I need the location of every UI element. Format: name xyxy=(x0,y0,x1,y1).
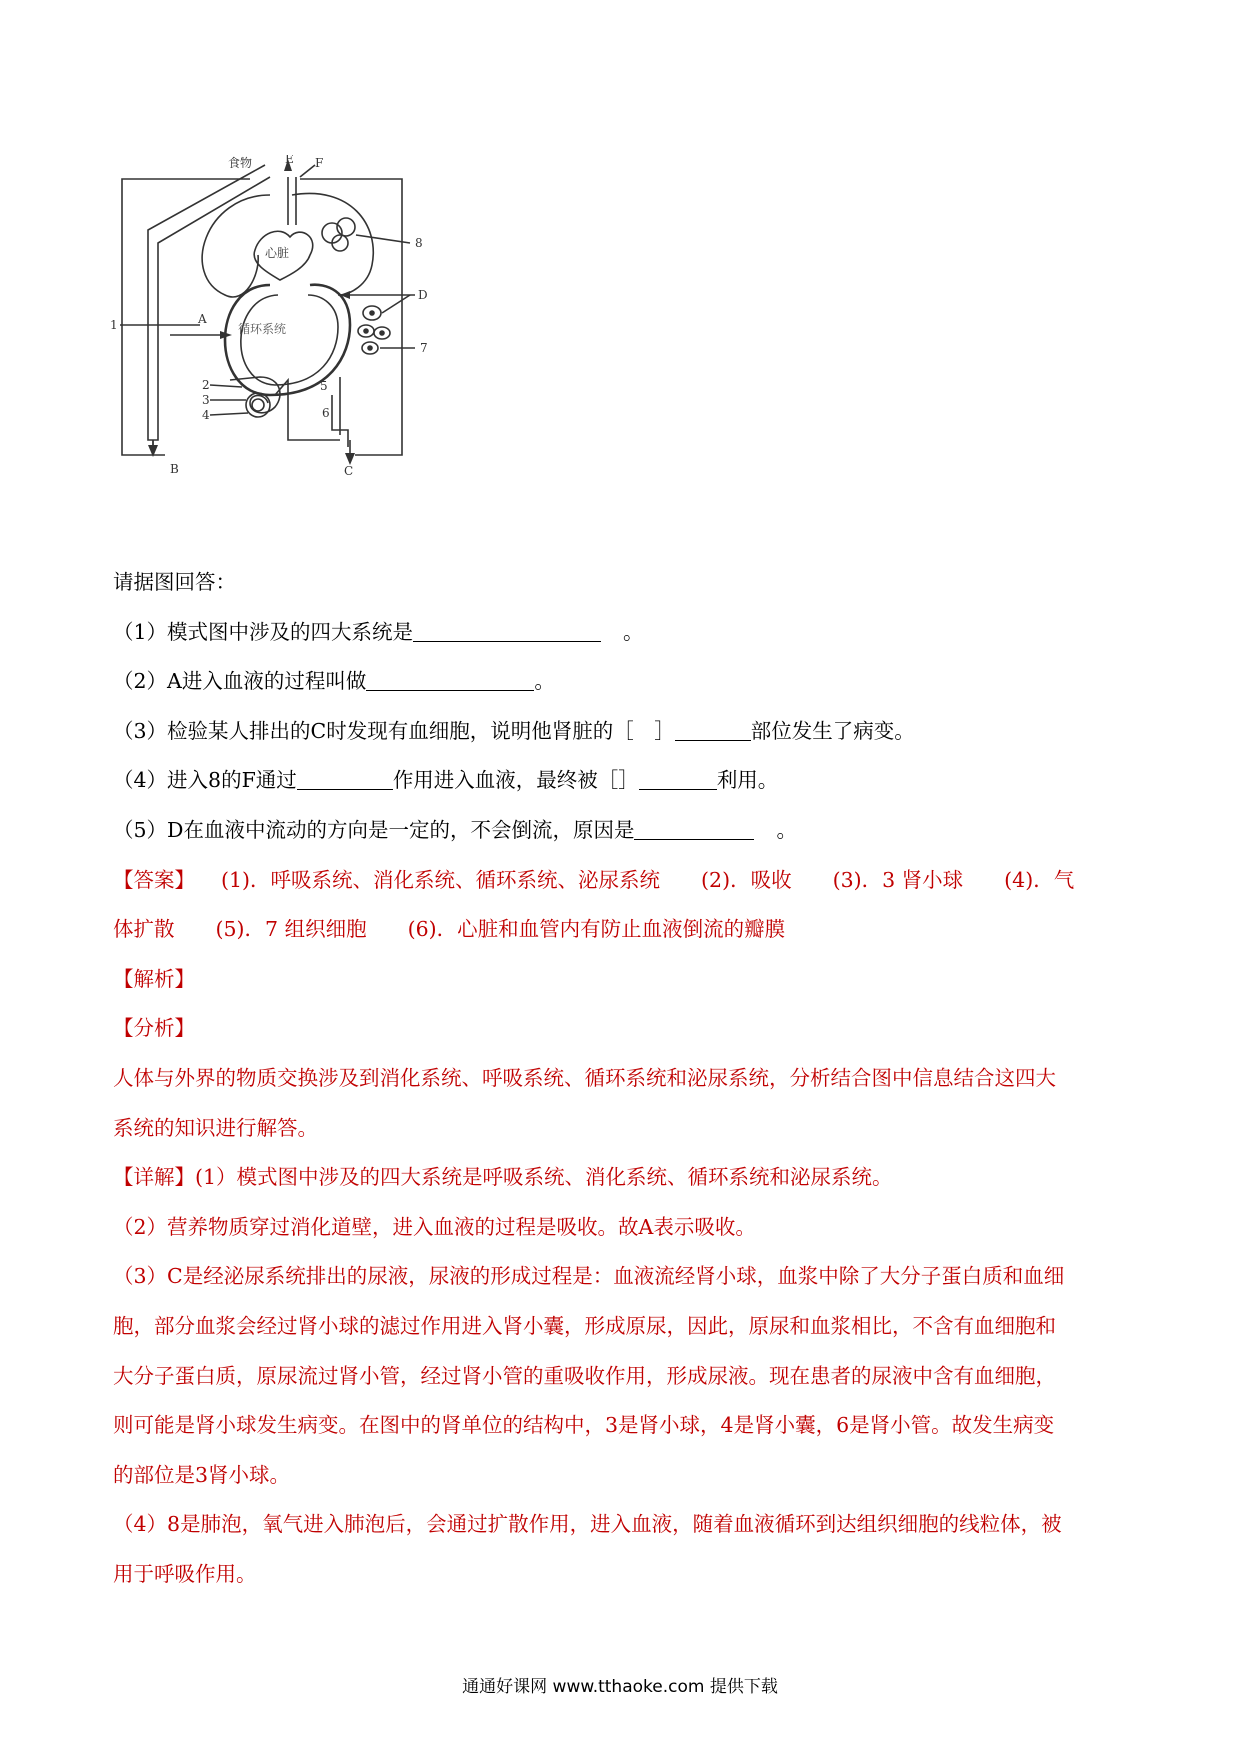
label-a: A xyxy=(198,312,207,326)
fenxi-label: 【分析】 xyxy=(113,1016,195,1041)
answer-line-2: 体扩散 (5)．7 组织细胞 (6)．心脏和血管内有防止血液倒流的瓣膜 xyxy=(113,917,786,942)
question-2: （2）A进入血液的过程叫做 。 xyxy=(113,669,555,694)
answer-blank[interactable] xyxy=(413,620,601,642)
question-intro: 请据图回答： xyxy=(113,570,236,594)
detail-4-line-1: （4）8是肺泡，氧气进入肺泡后，会通过扩散作用，进入血液，随着血液循环到达组织细胞的线粒体，被 xyxy=(113,1512,1062,1537)
label-1: 1 xyxy=(110,318,118,332)
answer-blank[interactable] xyxy=(639,768,717,790)
detail-3-line-4: 则可能是肾小球发生病变。在图中的肾单位的结构中，3是肾小球，4是肾小囊，6是肾小管。故发生病变 xyxy=(113,1413,1055,1438)
answer-blank[interactable] xyxy=(366,669,534,691)
label-f: F xyxy=(315,156,324,170)
detail-2: （2）营养物质穿过消化道壁，进入血液的过程是吸收。故A表示吸收。 xyxy=(113,1214,756,1239)
answer-blank[interactable] xyxy=(675,719,751,741)
answer-blank[interactable] xyxy=(634,818,754,840)
label-d: D xyxy=(418,288,428,302)
detail-3-line-1: （3）C是经泌尿系统排出的尿液，尿液的形成过程是：血液流经肾小球，血浆中除了大分子蛋白质和血细 xyxy=(113,1264,1065,1289)
label-5: 5 xyxy=(320,379,328,393)
label-7: 7 xyxy=(420,341,428,355)
detail-3-line-2: 胞，部分血浆会经过肾小球的滤过作用进入肾小囊，形成原尿，因此，原尿和血浆相比，不含有血细胞和 xyxy=(113,1313,1056,1338)
label-e: E xyxy=(285,155,294,166)
answer-blank[interactable] xyxy=(297,768,393,790)
question-4: （4）进入8的F通过 作用进入血液，最终被［］ 利用。 xyxy=(113,768,779,793)
label-6: 6 xyxy=(322,406,330,420)
question-3: （3）检验某人排出的C时发现有血细胞，说明他肾脏的［ ］ 部位发生了病变。 xyxy=(113,718,915,743)
label-b: B xyxy=(170,462,179,476)
detail-3-line-5: 的部位是3肾小球。 xyxy=(113,1462,291,1487)
label-3: 3 xyxy=(202,393,210,407)
label-food: 食物 xyxy=(228,156,253,170)
label-2: 2 xyxy=(202,378,210,392)
label-c: C xyxy=(344,464,354,478)
question-5: （5）D在血液中流动的方向是一定的，不会倒流，原因是 。 xyxy=(113,817,797,842)
label-circulation: 循环系统 xyxy=(238,322,287,336)
body-systems-diagram xyxy=(110,155,480,530)
label-8: 8 xyxy=(415,236,423,250)
detail-4-line-2: 用于呼吸作用。 xyxy=(113,1561,257,1586)
fenxi-line-2: 系统的知识进行解答。 xyxy=(113,1115,318,1140)
label-4: 4 xyxy=(202,408,210,422)
fenxi-line-1: 人体与外界的物质交换涉及到消化系统、呼吸系统、循环系统和泌尿系统，分析结合图中信息结合这四大 xyxy=(113,1065,1056,1090)
document-body xyxy=(113,558,1133,1599)
detail-1: 【详解】(1）模式图中涉及的四大系统是呼吸系统、消化系统、循环系统和泌尿系统。 xyxy=(113,1165,893,1190)
label-heart: 心脏 xyxy=(265,246,290,260)
analysis-label: 【解析】 xyxy=(113,966,195,991)
answer-line-1: 【答案】 (1)．呼吸系统、消化系统、循环系统、泌尿系统 (2)．吸收 (3)．3 肾小球 (4)．气 xyxy=(113,867,1075,892)
answer-label: 【答案】 xyxy=(113,867,195,892)
page-footer: 通通好课网 www.tthaoke.com 提供下载 xyxy=(462,1677,778,1697)
detail-3-line-3: 大分子蛋白质，原尿流过肾小管，经过肾小管的重吸收作用，形成尿液。现在患者的尿液中含有血细胞， xyxy=(113,1363,1056,1388)
detail-label: 【详解】 xyxy=(113,1165,195,1190)
question-1: （1）模式图中涉及的四大系统是 。 xyxy=(113,619,644,644)
